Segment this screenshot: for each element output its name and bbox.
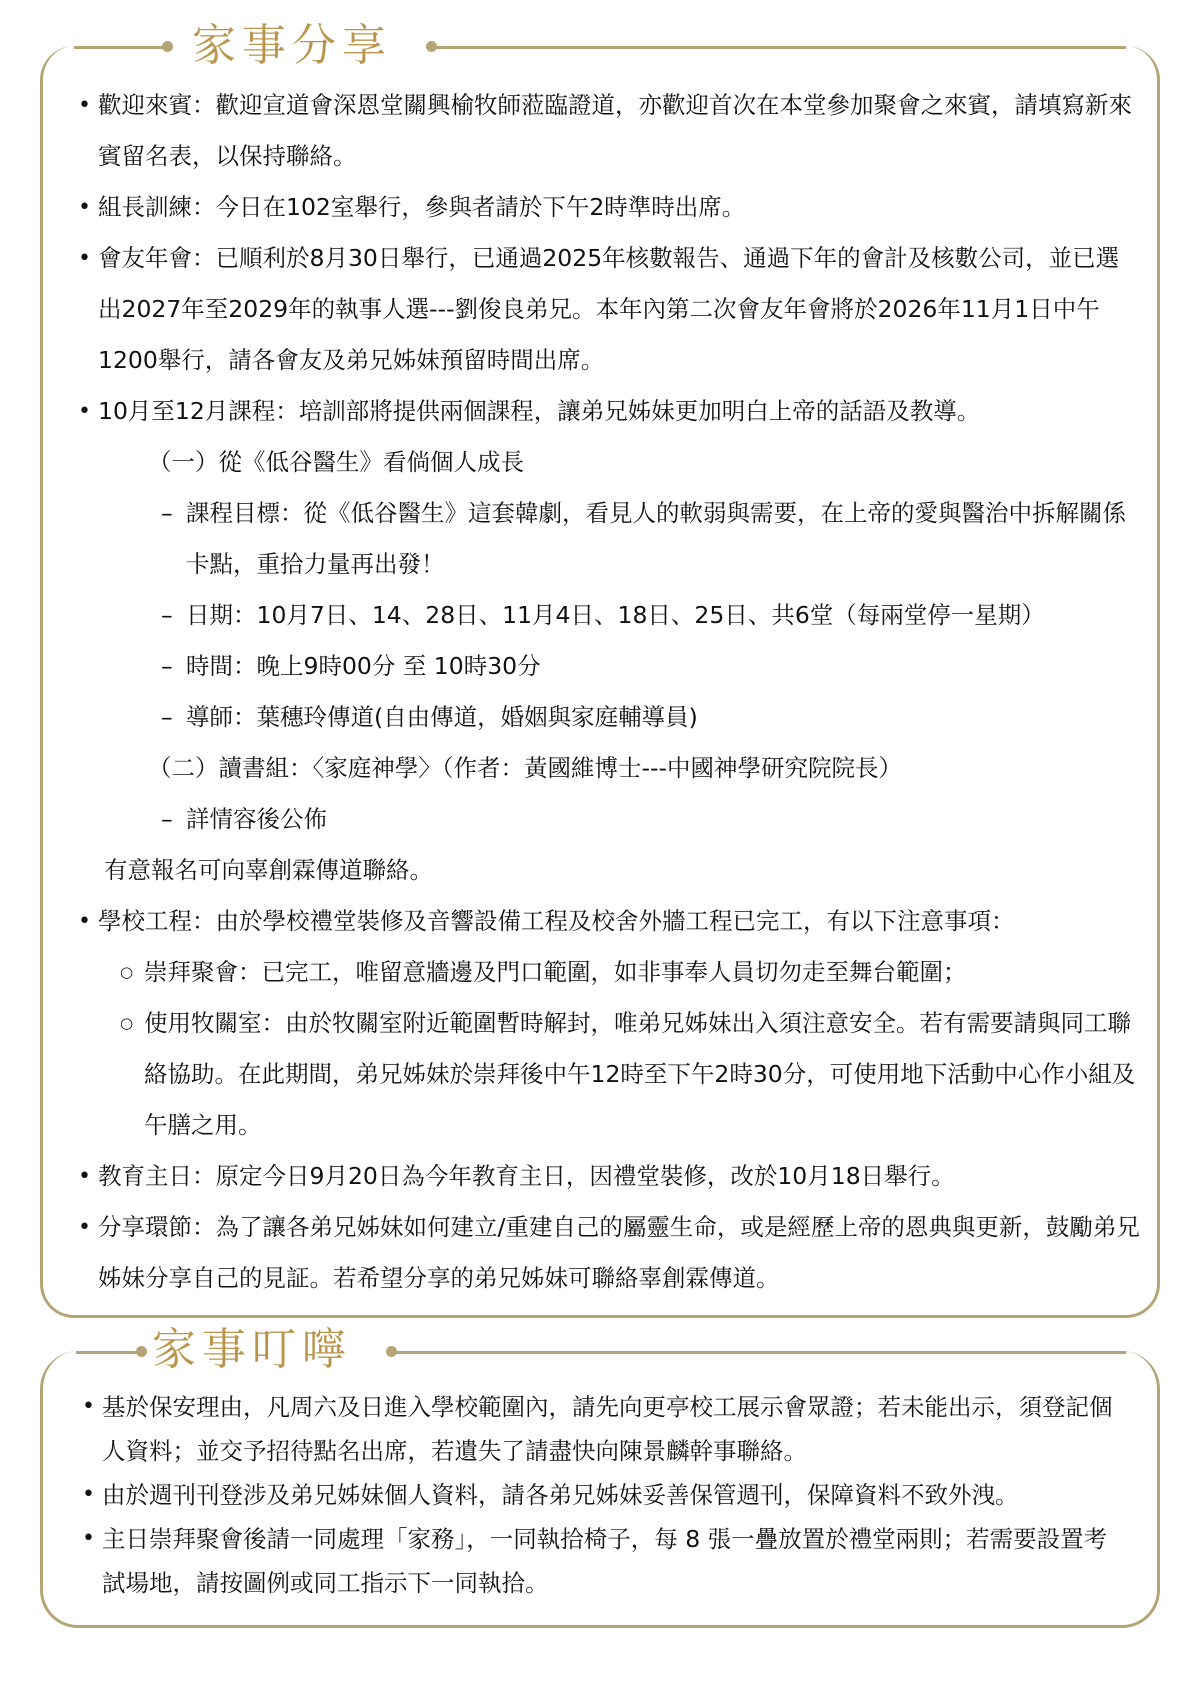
section-heading-reminders: 家事叮嚀 <box>152 1324 352 1375</box>
list-item: • 會友年會：已順利於8月30日舉行，已通過2025年核數報告、通過下年的會計及核數公司，並已選出2027年至2029年的執事人選---劉俊良弟兄。本年內第二次會友年會將於2026年11月1日中午1200舉行，請各會友及弟兄姊妹預留時間出席。 <box>76 233 1141 386</box>
frame-top-line-left <box>74 46 166 49</box>
frame-top-line-left <box>76 1351 140 1354</box>
list-item: • 主日崇拜聚會後請一同處理「家務」，一同執拾椅子，每 8 張一疊放置於禮堂兩則；若需要設置考試場地，請按圖例或同工指示下一同執拾。 <box>80 1517 1130 1605</box>
list-item: • 10月至12月課程：培訓部將提供兩個課程，讓弟兄姊妹更加明白上帝的話語及教導。 <box>76 386 1141 437</box>
course-point: – 時間：晚上9時00分 至 10時30分 <box>76 641 1141 692</box>
sub-list-item: ○ 使用牧關室：由於牧關室附近範圍暫時解封，唯弟兄姊妹出入須注意安全。若有需要請與同工聯絡協助。在此期間，弟兄姊妹於崇拜後中午12時至下午2時30分，可使用地下活動中心作小組及午膳之用。 <box>76 998 1141 1151</box>
register-note: 有意報名可向辜創霖傳道聯絡。 <box>104 856 433 884</box>
list-item: • 歡迎來賓：歡迎宣道會深恩堂關興榆牧師蒞臨證道，亦歡迎首次在本堂參加聚會之來賓，請填寫新來賓留名表，以保持聯絡。 <box>76 80 1141 182</box>
list-item: • 基於保安理由，凡周六及日進入學校範圍內，請先向更亭校工展示會眾證；若未能出示，須登記個人資料；並交予招待點名出席，若遺失了請盡快向陳景麟幹事聯絡。 <box>80 1385 1130 1473</box>
reminders-content <box>80 1385 1130 1605</box>
sub-list-item: ○ 崇拜聚會：已完工，唯留意牆邊及門口範圍，如非事奉人員切勿走至舞台範圍； <box>76 947 1141 998</box>
course-point: – 日期：10月7日、14、28日、11月4日、18日、25日、共6堂（每兩堂停一星期） <box>76 590 1141 641</box>
course-point: – 詳情容後公佈 <box>76 794 1141 845</box>
course-point: – 導師：葉穗玲傳道(自由傳道，婚姻與家庭輔導員) <box>76 692 1141 743</box>
frame-top-line-right <box>436 46 1126 49</box>
frame-top-line-right <box>396 1351 1126 1354</box>
course-title: （二）讀書組：〈家庭神學〉（作者：黃國維博士---中國神學研究院院長） <box>148 754 902 782</box>
heading-dot-left <box>136 1346 147 1357</box>
section-heading-announcements: 家事分享 <box>192 20 392 71</box>
list-item: • 由於週刊刊登涉及弟兄姊妹個人資料，請各弟兄姊妹妥善保管週刊，保障資料不致外洩。 <box>80 1473 1130 1517</box>
list-item: • 學校工程：由於學校禮堂裝修及音響設備工程及校舍外牆工程已完工，有以下注意事項： <box>76 896 1141 947</box>
list-item: • 分享環節：為了讓各弟兄姊妹如何建立/重建自己的屬靈生命，或是經歷上帝的恩典與更新，鼓勵弟兄姊妹分享自己的見証。若希望分享的弟兄姊妹可聯絡辜創霖傳道。 <box>76 1202 1141 1304</box>
course-point: – 課程目標：從《低谷醫生》這套韓劇，看見人的軟弱與需要，在上帝的愛與醫治中拆解關係卡點，重拾力量再出發！ <box>76 488 1141 590</box>
list-item: • 組長訓練：今日在102室舉行，參與者請於下午2時準時出席。 <box>76 182 1141 233</box>
heading-dot-left <box>162 41 173 52</box>
list-item: • 教育主日：原定今日9月20日為今年教育主日，因禮堂裝修，改於10月18日舉行。 <box>76 1151 1141 1202</box>
course-title: （一）從《低谷醫生》看倘個人成長 <box>148 448 524 476</box>
announcements-content <box>76 80 1141 1304</box>
